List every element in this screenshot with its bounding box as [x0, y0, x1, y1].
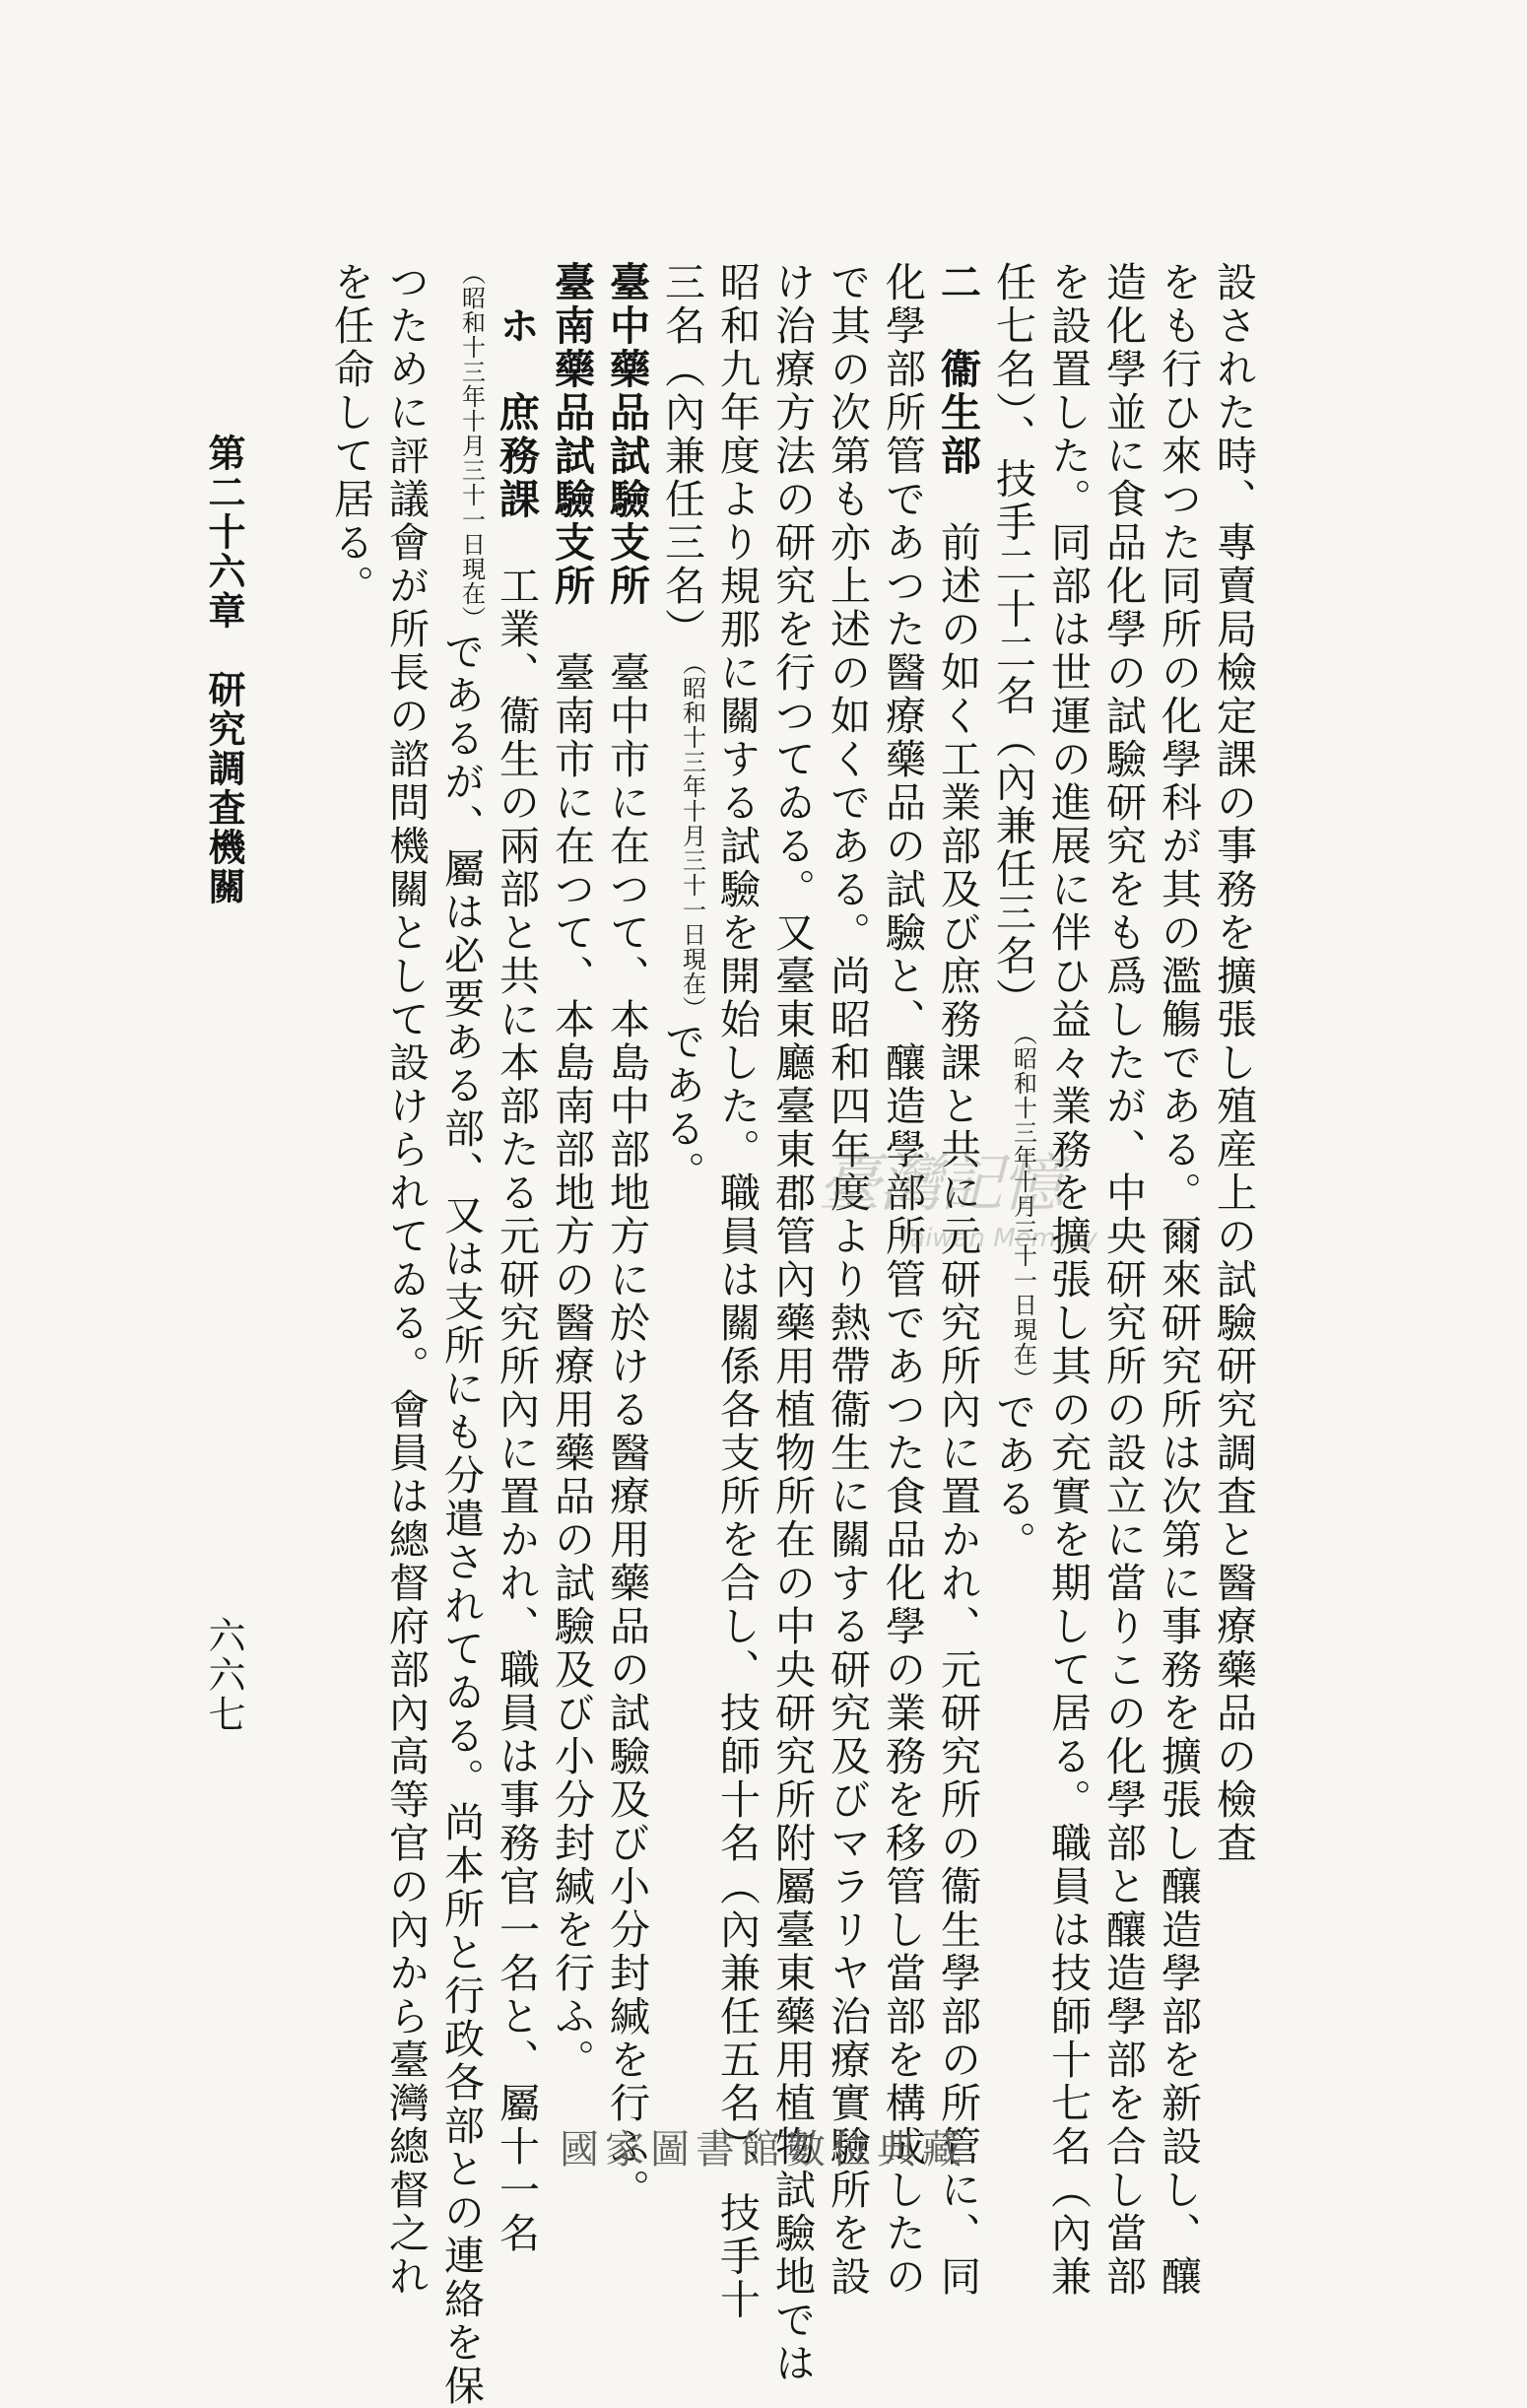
text-line: をも行ひ來つた同所の化學科が其の濫觴である。爾來研究所は次第に事務を擴張し釀造學部を新設し、釀 [1155, 261, 1202, 2299]
date-note: （昭和十三年十月三十一日現在） [457, 261, 486, 631]
text-segment: 任七名）、技手二十二名（內兼任三名） [989, 261, 1036, 1022]
page-number: 六六七 [202, 1616, 245, 1734]
text-segment: 臺中市に在つて、本島中部地方に於ける醫療用藥品の試驗及び小分封緘を行ふ。 [603, 651, 650, 2212]
watermark-latin: Taiwan Memory [896, 1224, 1097, 1253]
text-line [599, 261, 654, 2212]
text-segment: であるが、屬は必要ある部、又は支所にも分遣されてゐる。尚本所と行政各部との連絡を保 [437, 631, 485, 2408]
text-line: を設置した。同部は世運の進展に伴ひ益々業務を擴張し其の充實を期して居る。職員は技師十七名（內兼 [1044, 261, 1092, 2299]
section-heading: 臺中藥品試驗支所 [603, 261, 650, 608]
text-line [654, 261, 709, 2054]
chapter-title: 第二十六章 研究調査機關 [202, 434, 246, 906]
text-line: 設された時、專賣局檢定課の事務を擴張し殖産上の試驗研究調査と醫療藥品の檢査 [1210, 261, 1257, 1865]
text-segment: である。 [658, 1021, 705, 1194]
text-line [930, 261, 985, 2299]
running-header [202, 434, 251, 1734]
text-segment: 三名（內兼任三名） [658, 261, 705, 651]
text-line [544, 261, 599, 2082]
text-line [985, 261, 1040, 2054]
footer-credit: 國家圖書館數位典藏 [560, 2127, 967, 2173]
text-segment: 前述の如く工業部及び庶務課と共に元研究所內に置かれ、元研究所の衞生學部の所管に、同 [934, 521, 981, 2299]
text-segment: 工業、衞生の兩部と共に本部たる元研究所內に置かれ、職員は事務官一名と、屬十一名 [493, 565, 540, 2255]
text-line: 造化學並に食品化學の試驗研究をも爲したが、中央研究所の設立に當りこの化學部と釀造學部を合し當部 [1099, 261, 1147, 2299]
text-line [489, 261, 544, 2255]
text-line: を任命して居る。 [327, 261, 374, 608]
text-line: つために評議會が所長の諮問機關として設けられてゐる。會員は總督府部內高等官の內から臺灣總督之れ [382, 261, 430, 2299]
text-line: け治療方法の研究を行つてゐる。又臺東廳臺東郡管內藥用植物所在の中央研究所附屬臺東藥用植物試驗地では [768, 261, 816, 2385]
date-note: （昭和十三年十月三十一日現在） [1009, 1021, 1037, 1391]
text-segment: である。 [989, 1390, 1036, 1565]
text-line: 化學部所管であつた醫療藥品の試驗と、釀造學部所管であつた食品化學の業務を移管し當部を構成したの [879, 261, 926, 2299]
section-heading: 二 衞生部 [934, 261, 981, 478]
text-line: 昭和九年度より規那に關する試驗を開始した。職員は關係各支所を合し、技師十名（內兼任五名）、技手十 [713, 261, 761, 2322]
section-heading: 臺南藥品試驗支所 [548, 261, 595, 608]
text-segment: 臺南市に在つて、本島南部地方の醫療用藥品の試驗及び小分封緘を行ふ。 [548, 651, 595, 2082]
watermark-script: 臺灣記憶 [818, 1148, 1062, 1221]
section-heading: ホ 庶務課 [493, 304, 540, 521]
date-note: （昭和十三年十月三十一日現在） [678, 651, 706, 1021]
text-line: で其の次第も亦上述の如くである。尚昭和四年度より熱帶衞生に關する研究及びマラリヤ治療實驗所を設 [824, 261, 871, 2299]
text-line [433, 261, 489, 2408]
